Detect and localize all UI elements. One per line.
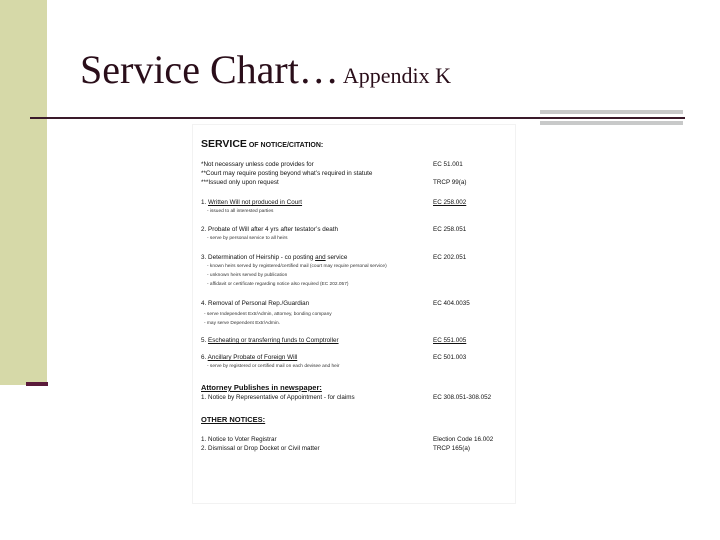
left-accent-line — [26, 382, 48, 386]
item-ref: EC 202.051 — [433, 254, 467, 261]
item-note: - unknown heirs served by publication — [207, 273, 288, 278]
item-text: Ancillary Probate of Foreign Will — [207, 354, 298, 361]
newspaper-item: 1. Notice by Representative of Appointment - for claims — [201, 394, 355, 401]
item-ref: EC 258.051 — [433, 226, 467, 233]
item-text: Written Will not produced in Court — [208, 199, 303, 206]
doc-heading — [201, 138, 323, 150]
intro-line: *Not necessary unless code provides for — [201, 161, 314, 168]
service-item — [201, 199, 302, 206]
service-item — [201, 354, 297, 361]
decorative-bar-bottom — [540, 121, 683, 125]
item-text: Probate of Will after 4 yrs after testator’s death — [208, 226, 338, 233]
item-ref: EC 404.0035 — [433, 300, 470, 307]
slide-title — [80, 46, 451, 93]
other-notices-heading: OTHER NOTICES: — [201, 415, 266, 424]
item-number: 3. — [201, 254, 207, 261]
service-item — [201, 337, 339, 344]
intro-line: ***Issued only upon request — [201, 179, 279, 186]
doc-heading-rest: OF NOTICE/CITATION: — [246, 142, 324, 149]
service-item: 3. Determination of Heirship - co posting and service — [201, 254, 348, 261]
decorative-bar-top — [540, 110, 683, 114]
scanned-document — [193, 125, 515, 503]
item-note: - known heirs served by registered/certified mail (court may require personal service) — [207, 264, 387, 269]
item-note: - issued to all interested parties — [207, 209, 274, 214]
item-note: - affidavit or certificate regarding notice also required (EC 202.057) — [207, 282, 349, 287]
other-ref: Election Code 16.002 — [433, 436, 494, 443]
item-text: Removal of Personal Rep./Guardian — [208, 300, 310, 307]
item-number: 6. — [201, 354, 207, 361]
item-note: - serve Independent Extr/Admin, attorney, bonding company — [204, 312, 332, 317]
item-ref: EC 551.005 — [433, 337, 467, 344]
intro-ref: EC 51.001 — [433, 161, 463, 168]
other-item: 1. Notice to Voter Registrar — [201, 436, 277, 443]
left-decorative-bar — [0, 0, 47, 385]
title-divider — [30, 117, 685, 119]
item-text: Escheating or transferring funds to Comptroller — [208, 337, 339, 344]
item-ref: EC 501.003 — [433, 354, 467, 361]
item-number: 5. — [201, 337, 207, 344]
slide-title-main: Service Chart… — [80, 47, 339, 92]
service-item — [201, 300, 309, 307]
newspaper-ref: EC 308.051-308.052 — [433, 394, 492, 401]
item-number: 2. — [201, 226, 207, 233]
slide-subtitle: Appendix K — [342, 63, 451, 88]
item-note: - may serve Dependent Extr/Admin. — [204, 321, 280, 326]
item-note: - serve by personal service to all heirs — [207, 236, 288, 241]
item-ref: EC 258.002 — [433, 199, 467, 206]
intro-line: **Court may require posting beyond what’s required in statute — [201, 170, 373, 177]
service-item — [201, 226, 338, 233]
item-number: 4. — [201, 300, 207, 307]
other-item: 2. Dismissal or Drop Docket or Civil matter — [201, 445, 320, 452]
other-ref: TRCP 165(a) — [433, 445, 470, 452]
item-number: 1. — [201, 199, 207, 206]
doc-heading-main: SERVICE — [201, 138, 247, 150]
item-note: - serve by registered or certified mail on each devisee and heir — [207, 364, 340, 369]
intro-ref: TRCP 99(a) — [433, 179, 467, 186]
newspaper-heading: Attorney Publishes in newspaper: — [201, 383, 322, 392]
